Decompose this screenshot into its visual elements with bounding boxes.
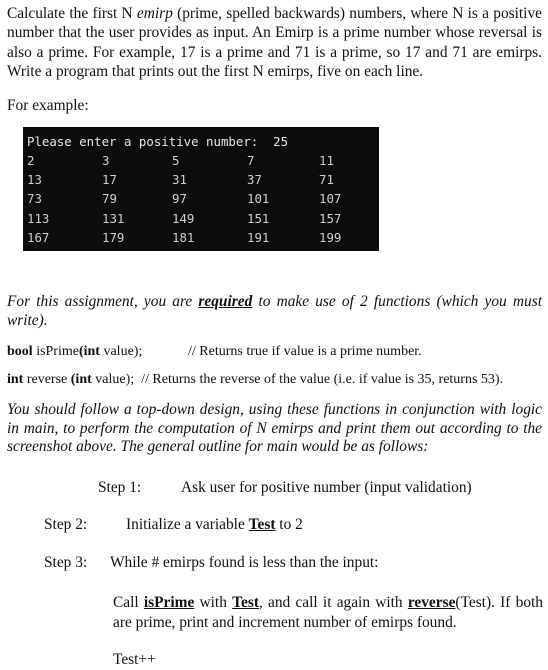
- console-cell: 13: [27, 172, 42, 188]
- req-before: For this assignment, you are: [7, 293, 199, 310]
- call-t4: (Test). If both are prime, print and increment number of emirps found.: [113, 594, 543, 631]
- f2-name: reverse: [23, 372, 71, 387]
- step2-var: Test: [248, 516, 276, 533]
- assignment-requirement: [7, 293, 542, 330]
- step2-post: to 2: [275, 516, 303, 533]
- intro-paragraph: [7, 4, 542, 82]
- console-cell: 71: [319, 172, 334, 188]
- console-prompt: Please enter a positive number: 25: [27, 134, 289, 149]
- console-cell: 151: [247, 210, 270, 226]
- console-cell: 5: [172, 153, 180, 168]
- call-isprime: isPrime: [143, 594, 195, 611]
- req-emphasis: required: [198, 293, 253, 310]
- test-increment: Test++: [113, 651, 156, 668]
- console-cell: 107: [319, 191, 342, 207]
- console-cell: 3: [102, 153, 110, 168]
- design-paragraph: You should follow a top-down design, using these functions in conjunction with logic in main, to perform the computation of N emirps and print them out according to the screenshot above. The general outline for main would be as follows:: [7, 401, 542, 456]
- console-cell: 157: [319, 210, 342, 226]
- f1-rest: value);: [99, 344, 143, 359]
- intro-text-2: (prime, spelled backwards) numbers, where N is a positive number that the user provides as input. An Emirp is a prime number whose reversal is also a prime. For example, 17 is a prime and 71 is a prime, so 17 and 71 are emirps. Write a program that prints out the first N emirps, five on each line.: [7, 5, 542, 81]
- console-cell: 167: [27, 229, 50, 245]
- console-cell: 73: [27, 191, 42, 207]
- f2-paren: (int: [70, 372, 92, 387]
- step1-label: Step 1:: [98, 479, 142, 496]
- step2-pre: Initialize a variable: [126, 516, 249, 533]
- console-cell: 2: [27, 153, 35, 168]
- f2-rest: value); // Returns the reverse of the value (i.e. if value is 35, returns 53).: [91, 372, 504, 387]
- console-cell: 31: [172, 172, 187, 188]
- step3-text: While # emirps found is less than the input:: [110, 554, 379, 571]
- console-cell: 181: [172, 229, 195, 245]
- console-cell: 79: [102, 191, 117, 207]
- f1-type: bool: [7, 344, 33, 359]
- example-label: For example:: [7, 97, 89, 114]
- step3-label: Step 3:: [44, 554, 88, 571]
- step2-label: Step 2:: [44, 516, 88, 533]
- console-output: [23, 127, 379, 251]
- function-isprime-comment: // Returns true if value is a prime number.: [188, 344, 422, 359]
- console-cell: 113: [27, 210, 50, 226]
- intro-text-1: Calculate the first N: [7, 5, 137, 22]
- emirp-word: emirp: [136, 5, 173, 22]
- call-t3: , and call it again with: [258, 594, 408, 611]
- call-t2: with: [194, 594, 233, 611]
- f1-paren: (int: [78, 344, 100, 359]
- function-reverse-decl: [7, 372, 503, 388]
- step1-text: Ask user for positive number (input validation): [181, 479, 472, 496]
- console-cell: 37: [247, 172, 262, 188]
- console-cell: 179: [102, 229, 125, 245]
- console-cell: 101: [247, 191, 270, 207]
- console-cell: 7: [247, 153, 255, 168]
- console-cell: 97: [172, 191, 187, 207]
- call-reverse: reverse: [407, 594, 456, 611]
- f1-name: isPrime: [32, 344, 79, 359]
- console-cell: 199: [319, 229, 342, 245]
- call-instructions: [113, 593, 543, 632]
- console-cell: 17: [102, 172, 117, 188]
- console-cell: 191: [247, 229, 270, 245]
- req-after: to make use of 2 functions (which you must write).: [7, 293, 542, 329]
- step2-text: [126, 516, 303, 534]
- function-isprime-decl: [7, 344, 142, 360]
- f2-type: int: [7, 372, 24, 387]
- call-test: Test: [232, 594, 259, 611]
- console-cell: 11: [319, 153, 334, 168]
- console-cell: 149: [172, 210, 195, 226]
- console-cell: 131: [102, 210, 125, 226]
- call-t1: Call: [113, 594, 144, 611]
